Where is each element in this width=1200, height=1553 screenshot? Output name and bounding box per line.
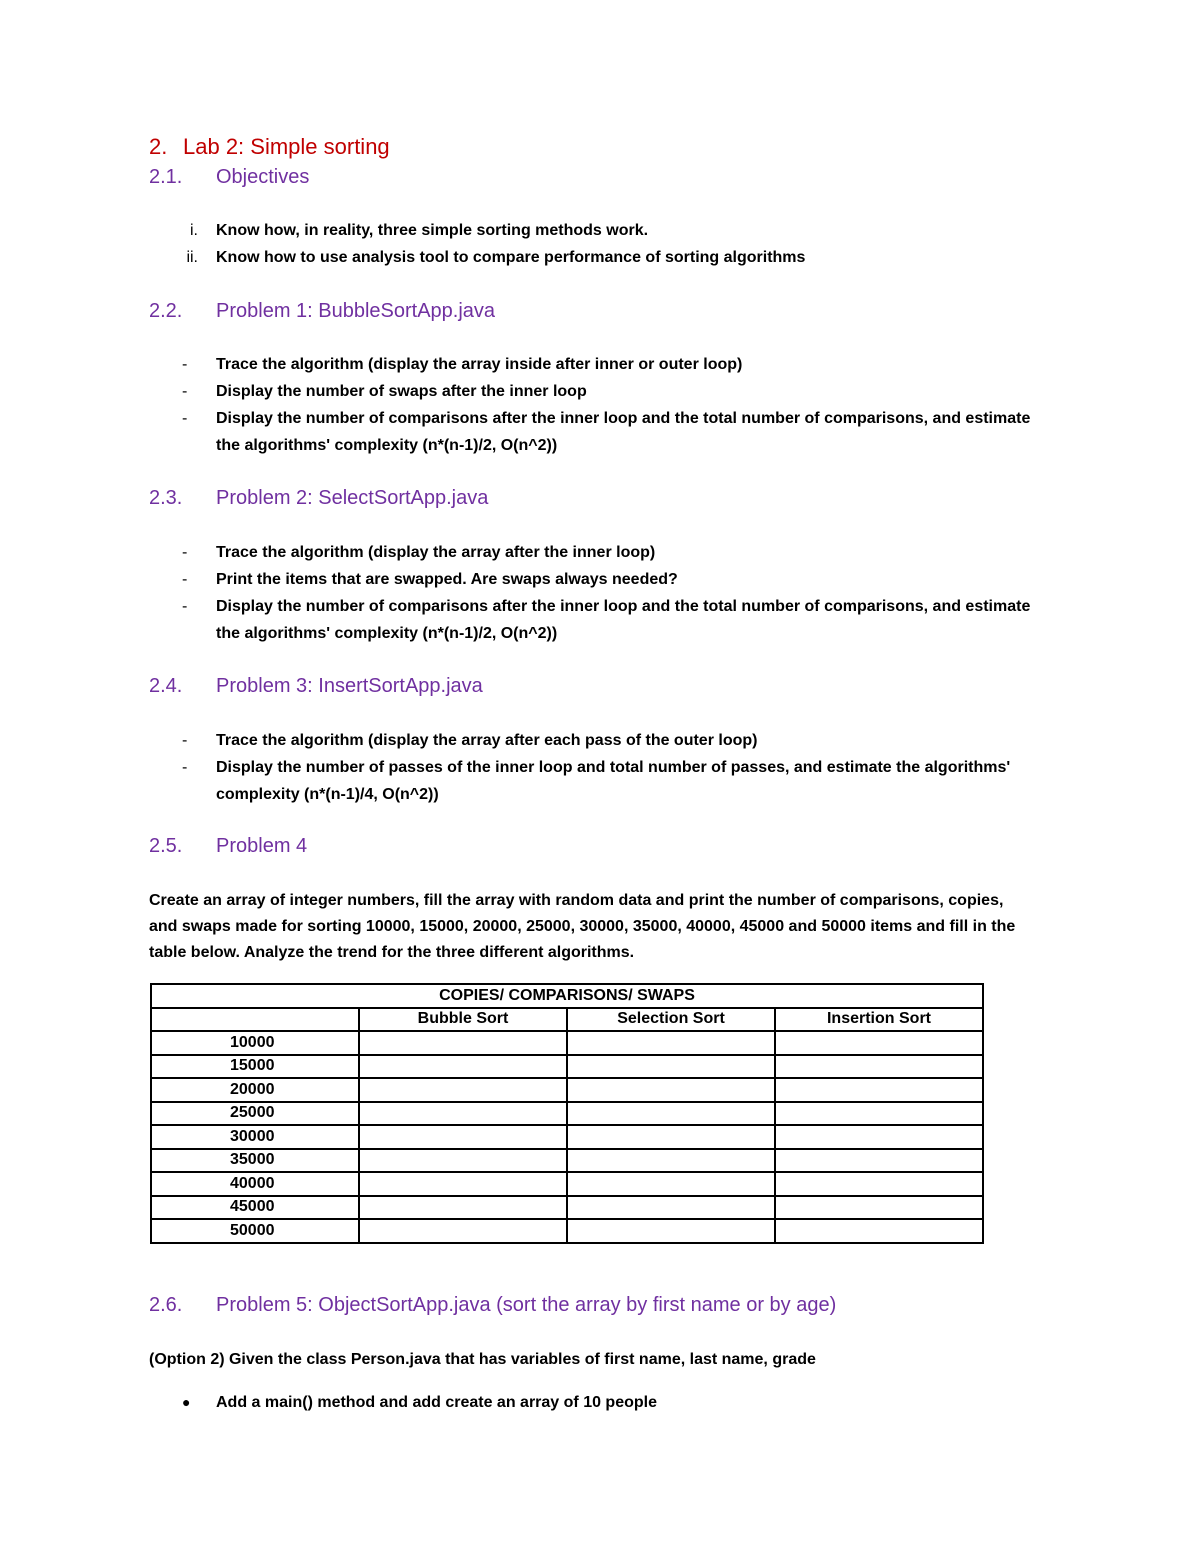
- section-heading-problem-3: 2.4. Problem 3: InsertSortApp.java: [149, 675, 483, 697]
- table-row: [151, 1102, 983, 1126]
- problem-4-description: Create an array of integer numbers, fill the array with random data and print the number of comparisons, copies, and swaps made for sorting 10000, 15000, 20000, 25000, 30000, 35000, 40000, 45000 and 50000 items and fill in the table below. Analyze the trend for the three different algorithms.: [149, 892, 1016, 961]
- table-title: COPIES/ COMPARISONS/ SWAPS: [151, 984, 983, 1008]
- row-label: 50000: [151, 1219, 359, 1243]
- table-cell[interactable]: [775, 1078, 983, 1102]
- table-cell[interactable]: [359, 1125, 567, 1149]
- table-cell[interactable]: [359, 1219, 567, 1243]
- table-header-empty: [151, 1008, 359, 1032]
- table-cell[interactable]: [359, 1078, 567, 1102]
- table-cell[interactable]: [359, 1102, 567, 1126]
- table-row: [151, 1196, 983, 1220]
- row-label: 25000: [151, 1102, 359, 1126]
- table-header-bubble: Bubble Sort: [359, 1008, 567, 1032]
- problem-5-description: (Option 2) Given the class Person.java that has variables of first name, last name, grade: [149, 1351, 816, 1368]
- table-row: [151, 1055, 983, 1079]
- section-heading-objectives: 2.1. Objectives: [149, 166, 310, 188]
- row-label: 45000: [151, 1196, 359, 1220]
- results-table: [150, 983, 984, 1244]
- list-item: - Display the number of passes of the inner loop and total number of passes, and estimate the algorithms' complexity (n*(n-1)/4, O(n^2)): [182, 759, 1011, 803]
- row-label: 40000: [151, 1172, 359, 1196]
- table-cell[interactable]: [359, 1196, 567, 1220]
- table-cell[interactable]: [359, 1172, 567, 1196]
- table-cell[interactable]: [775, 1172, 983, 1196]
- table-header-selection: Selection Sort: [567, 1008, 775, 1032]
- table-row: [151, 1125, 983, 1149]
- table-row: [151, 1149, 983, 1173]
- table-cell[interactable]: [775, 1196, 983, 1220]
- row-label: 30000: [151, 1125, 359, 1149]
- list-item: - Trace the algorithm (display the array after the inner loop): [182, 544, 656, 561]
- list-item: - Display the number of comparisons after the inner loop and the total number of comparisons, and estimate the algorithms' complexity (n*(n-1)/2, O(n^2)): [182, 598, 1031, 642]
- list-item: - Print the items that are swapped. Are swaps always needed?: [182, 571, 678, 588]
- row-label: 10000: [151, 1031, 359, 1055]
- section-heading-problem-2: 2.3. Problem 2: SelectSortApp.java: [149, 487, 489, 509]
- list-item: ● Add a main() method and add create an array of 10 people: [216, 1389, 1036, 1416]
- table-cell[interactable]: [775, 1149, 983, 1173]
- objective-item: i. Know how, in reality, three simple sorting methods work.: [190, 222, 649, 239]
- row-label: 35000: [151, 1149, 359, 1173]
- list-item: - Trace the algorithm (display the array inside after inner or outer loop): [182, 356, 743, 373]
- table-cell[interactable]: [775, 1125, 983, 1149]
- table-cell[interactable]: [567, 1149, 775, 1173]
- list-item: - Display the number of swaps after the inner loop: [182, 383, 587, 400]
- section-heading-problem-5: 2.6. Problem 5: ObjectSortApp.java (sort the array by first name or by age): [149, 1294, 837, 1316]
- table-cell[interactable]: [359, 1031, 567, 1055]
- section-heading-problem-1: 2.2. Problem 1: BubbleSortApp.java: [149, 300, 496, 322]
- table-cell[interactable]: [359, 1149, 567, 1173]
- objective-item: ii. Know how to use analysis tool to compare performance of sorting algorithms: [186, 249, 806, 266]
- table-cell[interactable]: [567, 1102, 775, 1126]
- list-item: - Trace the algorithm (display the array after each pass of the outer loop): [182, 732, 758, 749]
- section-heading-problem-4: 2.5. Problem 4: [149, 835, 308, 857]
- heading-title: Lab 2: Simple sorting: [183, 134, 390, 159]
- lab-heading: [149, 134, 390, 160]
- table-cell[interactable]: [359, 1055, 567, 1079]
- bullet-icon: ●: [182, 1394, 191, 1410]
- table-cell[interactable]: [775, 1102, 983, 1126]
- table-cell[interactable]: [567, 1078, 775, 1102]
- table-row: [151, 1031, 983, 1055]
- table-row: [151, 1172, 983, 1196]
- list-item: - Display the number of comparisons after the inner loop and the total number of comparisons, and estimate the algorithms' complexity (n*(n-1)/2, O(n^2)): [182, 410, 1031, 454]
- table-cell[interactable]: [775, 1031, 983, 1055]
- table-cell[interactable]: [567, 1219, 775, 1243]
- table-cell[interactable]: [567, 1031, 775, 1055]
- table-header-insertion: Insertion Sort: [775, 1008, 983, 1032]
- row-label: 15000: [151, 1055, 359, 1079]
- table-cell[interactable]: [567, 1196, 775, 1220]
- heading-number: 2.: [149, 134, 168, 159]
- table-row: [151, 1078, 983, 1102]
- table-cell[interactable]: [567, 1172, 775, 1196]
- table-cell[interactable]: [775, 1219, 983, 1243]
- table-cell[interactable]: [567, 1055, 775, 1079]
- table-row: [151, 1219, 983, 1243]
- table-cell[interactable]: [775, 1055, 983, 1079]
- table-cell[interactable]: [567, 1125, 775, 1149]
- row-label: 20000: [151, 1078, 359, 1102]
